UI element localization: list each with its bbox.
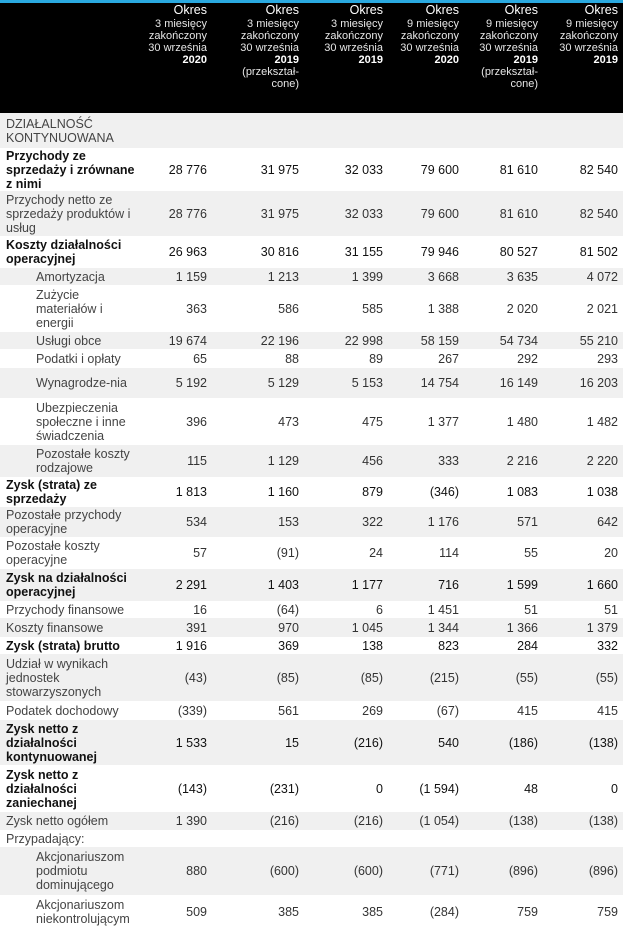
header-line: zakończony — [148, 29, 207, 42]
row-value-col-2: 30 816 — [260, 245, 299, 259]
row-label: Amortyzacja — [36, 269, 105, 284]
table-row — [0, 268, 623, 285]
row-value-col-3: 32 033 — [344, 162, 383, 177]
row-value-col-1: 19 674 — [168, 333, 207, 348]
row-label: Ubezpieczenia społeczne i inne świadczenia — [36, 400, 126, 443]
row-value-col-2: (85) — [276, 670, 299, 685]
row-value-col-5: (55) — [515, 670, 538, 685]
header-column-2 — [220, 0, 299, 113]
row-label: Przychody finansowe — [6, 602, 125, 617]
row-value-col-2: 22 196 — [260, 333, 299, 348]
header-line: 30 września — [240, 41, 299, 54]
row-value-col-5: 3 635 — [506, 269, 538, 284]
header-line: 30 września — [324, 41, 383, 54]
header-column-5 — [465, 0, 538, 113]
row-value-col-2: 31 975 — [260, 162, 299, 177]
row-value-col-1: 396 — [186, 414, 207, 429]
row-value-col-2: (64) — [276, 602, 299, 617]
header-line: (przekształ- — [242, 65, 299, 78]
row-value-col-4: (284) — [429, 905, 459, 919]
header-line: Okres — [265, 3, 299, 17]
row-value-col-6: 293 — [597, 351, 618, 366]
row-value-col-5: 292 — [517, 351, 538, 366]
header-line: 2019 — [358, 53, 383, 66]
row-value-col-1: 1 533 — [175, 735, 207, 750]
table-row — [0, 601, 623, 618]
row-label: Zysk netto z działalności zaniechanej — [6, 767, 79, 810]
row-value-col-4: (1 054) — [419, 814, 459, 828]
table-row — [0, 701, 623, 720]
row-value-col-1: 115 — [187, 454, 207, 468]
row-value-col-5: 759 — [517, 905, 538, 919]
row-label: Podatek dochodowy — [6, 703, 119, 718]
table-row — [0, 895, 623, 929]
row-value-col-5: 2 216 — [506, 454, 538, 468]
row-value-col-3: (216) — [353, 735, 383, 750]
row-value-col-2: (216) — [269, 814, 299, 828]
row-value-col-3: (216) — [353, 814, 383, 828]
table-row — [0, 236, 623, 268]
table-row — [0, 637, 623, 654]
row-label: Zysk (strata) brutto — [6, 638, 120, 653]
row-value-col-4: 1 344 — [427, 620, 459, 635]
header-line: Okres — [349, 3, 383, 17]
row-value-col-1: 26 963 — [168, 245, 207, 259]
row-value-col-3: 1 045 — [351, 620, 383, 635]
row-value-col-5: 1 366 — [506, 620, 538, 635]
row-value-col-1: (43) — [184, 670, 207, 685]
row-value-col-1: 534 — [186, 515, 207, 529]
row-value-col-1: 2 291 — [175, 578, 207, 592]
row-label: Zysk netto ogółem — [6, 814, 109, 828]
row-value-col-5: 80 527 — [499, 245, 538, 259]
row-value-col-1: 28 776 — [168, 162, 207, 177]
table-row — [0, 332, 623, 349]
row-label: DZIAŁALNOŚĆ KONTYNUOWANA — [6, 116, 114, 145]
row-value-col-1: 5 192 — [175, 376, 207, 390]
row-value-col-6: 16 203 — [579, 376, 618, 390]
header-column-3 — [305, 0, 383, 113]
row-value-col-6: (55) — [595, 670, 618, 685]
row-value-col-4: (1 594) — [419, 781, 459, 796]
header-line: zakończony — [400, 29, 459, 42]
row-value-col-4: (67) — [436, 703, 459, 718]
row-value-col-4: 333 — [438, 454, 459, 468]
row-label: Akcjonariuszom podmiotu dominującego — [36, 850, 125, 892]
row-value-col-4: 716 — [438, 578, 459, 592]
row-value-col-6: 332 — [597, 638, 618, 653]
row-value-col-2: 5 129 — [267, 376, 299, 390]
row-value-col-2: 970 — [278, 620, 299, 635]
row-value-col-4: 3 668 — [427, 269, 459, 284]
row-label: Zysk netto z działalności kontynuowanej — [6, 721, 97, 764]
table-row — [0, 148, 623, 191]
row-value-col-1: 1 390 — [175, 814, 207, 828]
row-value-col-5: 16 149 — [499, 376, 538, 390]
row-value-col-1: 1 813 — [175, 485, 207, 499]
row-label: Przypadający: — [6, 831, 85, 846]
row-value-col-4: 823 — [438, 638, 459, 653]
row-value-col-4: (346) — [429, 485, 459, 499]
row-value-col-3: 22 998 — [344, 333, 383, 348]
table-row — [0, 569, 623, 601]
header-line: cone) — [510, 77, 538, 90]
row-label: Wynagrodze-nia — [36, 376, 127, 390]
row-value-col-3: 89 — [369, 351, 383, 366]
row-value-col-1: (143) — [177, 781, 207, 796]
row-value-col-6: 642 — [597, 515, 618, 529]
row-label: Usługi obce — [36, 333, 102, 348]
table-row — [0, 398, 623, 445]
row-value-col-2: (600) — [269, 864, 299, 878]
row-value-col-4: 79 946 — [420, 245, 459, 259]
header-line: zakończony — [324, 29, 383, 42]
row-value-col-6: 0 — [611, 781, 618, 796]
row-value-col-6: (138) — [588, 814, 618, 828]
header-line: Okres — [504, 3, 538, 17]
row-label: Koszty działalności operacyjnej — [6, 238, 122, 266]
row-value-col-5: 54 734 — [499, 333, 538, 348]
table-row — [0, 847, 623, 895]
header-line: 3 miesięcy — [247, 17, 299, 30]
header-line: 2019 — [593, 53, 618, 66]
row-value-col-6: 759 — [597, 905, 618, 919]
row-value-col-3: 0 — [376, 781, 383, 796]
row-value-col-6: 1 038 — [586, 485, 618, 499]
row-value-col-6: 1 379 — [586, 620, 618, 635]
row-label: Podatki i opłaty — [36, 351, 121, 366]
row-value-col-4: 1 451 — [427, 602, 459, 617]
row-value-col-3: 1 177 — [351, 578, 383, 592]
row-value-col-3: 32 033 — [344, 206, 383, 221]
row-label: Pozostałe koszty rodzajowe — [36, 447, 130, 475]
row-label: Przychody ze sprzedaży i zrównane z nimi — [6, 148, 135, 191]
row-value-col-4: 1 176 — [427, 515, 459, 529]
row-value-col-1: (339) — [177, 703, 207, 718]
row-label: Akcjonariuszom niekontrolującym — [36, 898, 130, 926]
header-line: Okres — [173, 3, 207, 17]
table-row — [0, 765, 623, 812]
table-row — [0, 285, 623, 332]
row-value-col-3: 879 — [362, 485, 383, 499]
table-row — [0, 349, 623, 368]
table-row — [0, 445, 623, 477]
row-value-col-5: 81 610 — [499, 162, 538, 177]
row-value-col-1: 16 — [193, 602, 207, 617]
row-value-col-3: 585 — [362, 301, 383, 316]
row-value-col-2: (231) — [269, 781, 299, 796]
row-value-col-4: 1 388 — [427, 301, 459, 316]
row-value-col-5: 1 083 — [506, 485, 538, 499]
row-value-col-5: (896) — [508, 864, 538, 878]
header-line: 9 miesięcy — [407, 17, 459, 30]
row-value-col-6: (896) — [588, 864, 618, 878]
row-value-col-5: 571 — [517, 515, 538, 529]
row-value-col-3: 269 — [362, 703, 383, 718]
header-line: 30 września — [148, 41, 207, 54]
row-value-col-2: 1 129 — [267, 454, 299, 468]
header-line: cone) — [271, 77, 299, 90]
header-line: 2020 — [182, 53, 207, 66]
row-value-col-2: 31 975 — [260, 206, 299, 221]
row-value-col-5: 284 — [517, 638, 538, 653]
row-value-col-2: 385 — [278, 905, 299, 919]
row-value-col-1: 880 — [186, 864, 207, 878]
row-label: Pozostałe koszty operacyjne — [6, 539, 100, 567]
row-value-col-4: 79 600 — [420, 206, 459, 221]
table-row — [0, 654, 623, 701]
row-value-col-5: (138) — [508, 814, 538, 828]
row-value-col-6: 81 502 — [579, 245, 618, 259]
header-line: 9 miesięcy — [486, 17, 538, 30]
row-value-col-1: 509 — [186, 905, 207, 919]
row-label: Koszty finansowe — [6, 620, 104, 635]
row-value-col-5: 415 — [517, 703, 538, 718]
row-value-col-1: 65 — [193, 351, 207, 366]
row-value-col-6: (138) — [588, 735, 618, 750]
table-row — [0, 830, 623, 847]
row-value-col-6: 82 540 — [579, 162, 618, 177]
row-value-col-1: 28 776 — [168, 206, 207, 221]
row-value-col-3: 385 — [362, 905, 383, 919]
table-row — [0, 368, 623, 398]
row-value-col-2: (91) — [276, 546, 299, 560]
row-value-col-5: 1 480 — [506, 414, 538, 429]
row-value-col-2: 1 403 — [267, 578, 299, 592]
row-value-col-5: 2 020 — [506, 301, 538, 316]
row-value-col-4: 540 — [438, 735, 459, 750]
row-label: Udział w wynikach jednostek stowarzyszonych — [6, 656, 109, 699]
table-row — [0, 812, 623, 830]
row-value-col-2: 1 160 — [267, 485, 299, 499]
row-label: Zysk (strata) ze sprzedaży — [6, 478, 98, 506]
row-value-col-4: (215) — [429, 670, 459, 685]
row-value-col-4: 79 600 — [420, 162, 459, 177]
header-column-4 — [390, 0, 459, 113]
row-value-col-2: 586 — [278, 301, 299, 316]
header-line: zakończony — [479, 29, 538, 42]
row-value-col-1: 363 — [186, 301, 207, 316]
table-row — [0, 113, 623, 148]
table-row — [0, 477, 623, 507]
row-value-col-2: 1 213 — [267, 269, 299, 284]
row-value-col-1: 391 — [186, 620, 207, 635]
row-value-col-3: 322 — [362, 515, 383, 529]
header-column-6 — [540, 0, 618, 113]
header-line: 2020 — [434, 53, 459, 66]
table-header — [0, 0, 623, 113]
header-line: 30 września — [479, 41, 538, 54]
row-label: Przychody netto ze sprzedaży produktów i usług — [6, 192, 131, 235]
header-line: 2019 — [274, 53, 299, 66]
row-value-col-5: 81 610 — [499, 206, 538, 221]
row-value-col-3: 475 — [362, 414, 383, 429]
row-value-col-3: 24 — [369, 546, 383, 560]
header-column-1 — [140, 0, 207, 113]
row-label: Zysk na działalności operacyjnej — [6, 571, 127, 599]
table-row — [0, 537, 623, 569]
row-value-col-3: 1 399 — [351, 269, 383, 284]
row-value-col-6: 55 210 — [579, 333, 618, 348]
header-line: 3 miesięcy — [155, 17, 207, 30]
row-value-col-6: 20 — [604, 546, 618, 560]
row-value-col-2: 15 — [285, 735, 299, 750]
row-label: Pozostałe przychody operacyjne — [6, 508, 122, 536]
header-line: zakończony — [240, 29, 299, 42]
header-line: Okres — [425, 3, 459, 17]
row-value-col-5: 55 — [524, 546, 538, 560]
row-value-col-2: 153 — [278, 515, 299, 529]
row-value-col-3: (600) — [353, 864, 383, 878]
row-value-col-5: 1 599 — [506, 578, 538, 592]
row-value-col-3: 31 155 — [344, 245, 383, 259]
table-row — [0, 720, 623, 765]
row-value-col-4: 1 377 — [427, 414, 459, 429]
row-value-col-3: 6 — [376, 602, 383, 617]
header-line: 3 miesięcy — [331, 17, 383, 30]
header-line: zakończony — [559, 29, 618, 42]
row-value-col-6: 2 021 — [586, 301, 618, 316]
table-row — [0, 191, 623, 236]
header-line: (przekształ- — [481, 65, 538, 78]
row-value-col-4: 114 — [439, 546, 459, 560]
row-value-col-1: 1 159 — [175, 269, 207, 284]
row-value-col-3: 5 153 — [351, 376, 383, 390]
row-value-col-4: 267 — [438, 351, 459, 366]
row-value-col-6: 1 482 — [586, 414, 618, 429]
row-value-col-2: 473 — [278, 414, 299, 429]
row-value-col-4: 58 159 — [420, 333, 459, 348]
row-value-col-6: 2 220 — [586, 454, 618, 468]
row-value-col-6: 82 540 — [579, 206, 618, 221]
row-value-col-6: 1 660 — [586, 578, 618, 592]
row-value-col-6: 51 — [604, 602, 618, 617]
header-line: 2019 — [513, 53, 538, 66]
table-row — [0, 618, 623, 637]
row-value-col-4: 14 754 — [420, 376, 459, 390]
table-row — [0, 507, 623, 537]
row-value-col-2: 88 — [285, 351, 299, 366]
row-value-col-5: 48 — [524, 781, 538, 796]
header-line: 9 miesięcy — [566, 17, 618, 30]
row-value-col-3: 456 — [362, 454, 383, 468]
row-label: Zużycie materiałów i energii — [36, 287, 103, 330]
row-value-col-6: 415 — [597, 703, 618, 718]
row-value-col-6: 4 072 — [586, 269, 618, 284]
header-line: 30 września — [400, 41, 459, 54]
row-value-col-2: 561 — [278, 703, 299, 718]
row-value-col-5: (186) — [508, 735, 538, 750]
row-value-col-2: 369 — [278, 638, 299, 653]
row-value-col-1: 1 916 — [175, 638, 207, 653]
header-line: 30 września — [559, 41, 618, 54]
row-value-col-3: (85) — [360, 670, 383, 685]
row-value-col-1: 57 — [193, 546, 207, 560]
row-value-col-3: 138 — [362, 638, 383, 653]
row-value-col-4: (771) — [429, 864, 459, 878]
header-line: Okres — [584, 3, 618, 17]
row-value-col-5: 51 — [524, 602, 538, 617]
